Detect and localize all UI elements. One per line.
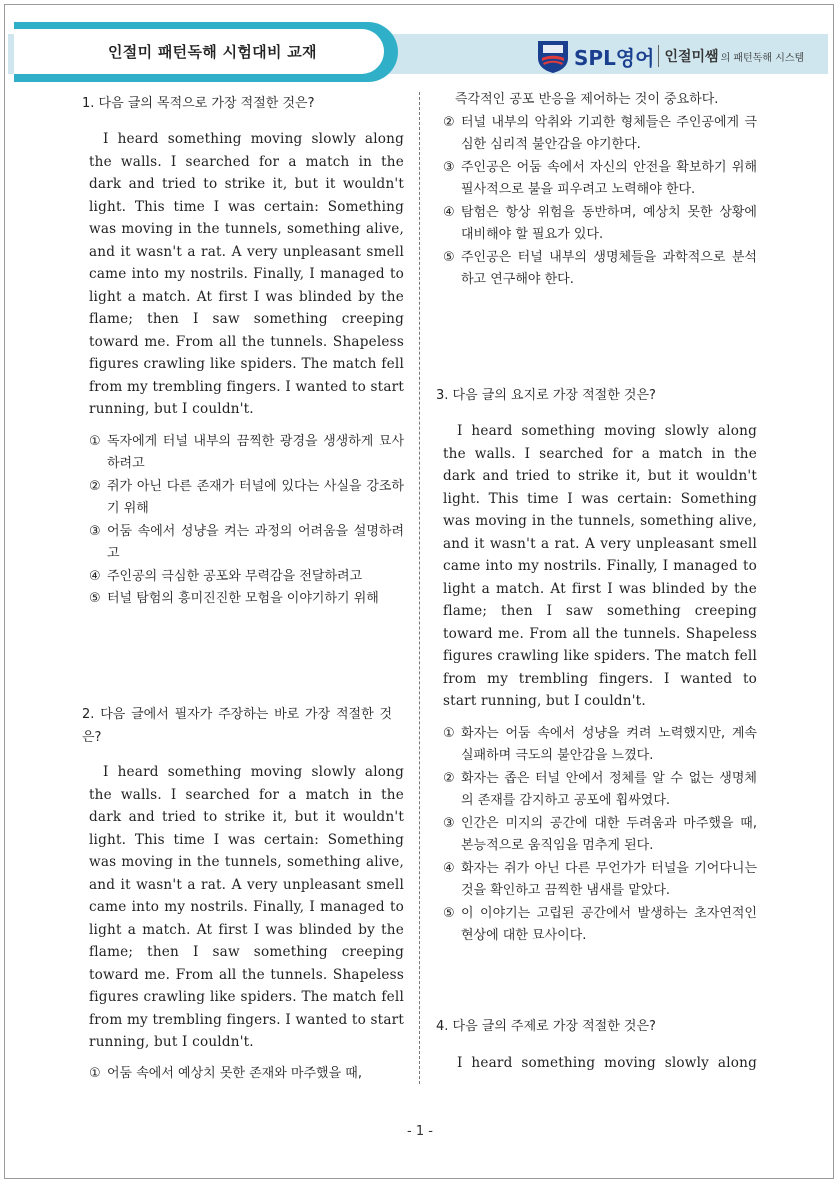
question-title: 1. 다음 글의 목적으로 가장 적절한 것은? [82,96,315,111]
option-2[interactable]: ② 쥐가 아닌 다른 존재가 터널에 있다는 사실을 강조하기 위해 [89,478,404,516]
reading-passage: I heard something moving slowly along the walls. I searched for a match in the dark and tried to strike it, but it wouldn't light. This time I was certain: Something was moving in the tunnels, something alive, and it wasn't a rat. A very unpleasant smell came into my nostrils. Finally, I managed to light a match. At first I was blinded by the flame; then I saw something creeping toward me. From all the tunnels. Shapeless figures crawling like spiders. The match fell from my trembling fingers. I wanted to start running, but I couldn't. [89,131,404,417]
answer-options [436,723,757,948]
option-3[interactable]: ③ 어둠 속에서 성냥을 켜는 과정의 어려움을 설명하려고 [89,523,404,561]
logo-separator [658,45,659,67]
column-divider [419,92,420,1084]
question-4 [436,1016,757,1075]
brand-subtitle: 인절미쌤 [664,49,719,65]
brand-name: SPL영어 [574,45,655,70]
option-3[interactable]: ③ 주인공은 어둠 속에서 자신의 안전을 확보하기 위해 필사적으로 불을 피우려고 노력해야 한다. [443,159,757,197]
option-5[interactable]: ⑤ 터널 탐험의 흥미진진한 모험을 이야기하기 위해 [89,591,379,606]
option-2[interactable]: ② 터널 내부의 악취와 기괴한 형체들은 주인공에게 극심한 심리적 불안감을 야기한다. [443,114,757,152]
option-5[interactable]: ⑤ 주인공은 터널 내부의 생명체들을 과학적으로 분석하고 연구해야 한다. [443,249,757,287]
question-title: 2. 다음 글에서 필자가 주장하는 바로 가장 적절한 것은? [82,707,392,745]
option-4[interactable]: ④ 주인공의 극심한 공포와 무력감을 전달하려고 [89,568,363,584]
answer-options [82,431,404,611]
brand-subtitle-small: 의 패턴독해 시스템 [720,52,805,64]
option-1-continued: 즉각적인 공포 반응을 제어하는 것이 중요하다. [455,92,719,107]
option-4[interactable]: ④ 화자는 쥐가 아닌 다른 무언가가 터널을 기어다니는 것을 확인하고 끔찍한 냄새를 맡았다. [443,860,757,898]
question-1 [82,93,404,611]
option-1[interactable]: ① 독자에게 터널 내부의 끔찍한 광경을 생생하게 묘사하려고 [89,433,404,471]
reading-passage: I heard something moving slowly along [457,1055,757,1071]
option-2[interactable]: ② 화자는 좁은 터널 안에서 정체를 알 수 없는 생명체의 존재를 감지하고 공포에 휩싸였다. [443,770,757,808]
option-5[interactable]: ⑤ 이 이야기는 고립된 공간에서 발생하는 초자연적인 현상에 대한 묘사이다. [443,905,757,943]
question-3 [436,385,757,948]
answer-options [82,1063,404,1086]
question-2 [82,703,404,1085]
reading-passage: I heard something moving slowly along the walls. I searched for a match in the dark and tried to strike it, but it wouldn't light. This time I was certain: Something was moving in the tunnels, something alive, and it wasn't a rat. A very unpleasant smell came into my nostrils. Finally, I managed to light a match. At first I was blinded by the flame; then I saw something creeping toward me. From all the tunnels. Shapeless figures crawling like spiders. The match fell from my trembling fingers. I wanted to start running, but I couldn't. [89,764,404,1050]
question-title: 3. 다음 글의 요지로 가장 적절한 것은? [436,388,656,403]
brand-logo [536,38,804,74]
reading-passage: I heard something moving slowly along the walls. I searched for a match in the dark and tried to strike it, but it wouldn't light. This time I was certain: Something was moving in the tunnels, something alive, and it wasn't a rat. A very unpleasant smell came into my nostrils. Finally, I managed to light a match. At first I was blinded by the flame; then I saw something creeping toward me. From all the tunnels. Shapeless figures crawling like spiders. The match fell from my trembling fingers. I wanted to start running, but I couldn't. [443,423,757,709]
question-2-continued [443,89,757,292]
shield-logo-icon [536,38,570,74]
option-1[interactable]: ① 화자는 어둠 속에서 성냥을 켜려 노력했지만, 계속 실패하며 극도의 불안감을 느꼈다. [443,725,757,763]
page-number: - 1 - [407,1124,433,1139]
option-4[interactable]: ④ 탐험은 항상 위험을 동반하며, 예상치 못한 상황에 대비해야 할 필요가 있다. [443,204,757,242]
option-3[interactable]: ③ 인간은 미지의 공간에 대한 두려움과 마주했을 때, 본능적으로 움직임을 멈추게 된다. [443,815,757,853]
question-title: 4. 다음 글의 주제로 가장 적절한 것은? [436,1019,656,1034]
document-title: 인절미 패턴독해 시험대비 교재 [108,43,317,61]
option-1[interactable]: ① 어둠 속에서 예상치 못한 존재와 마주했을 때, [89,1065,362,1081]
